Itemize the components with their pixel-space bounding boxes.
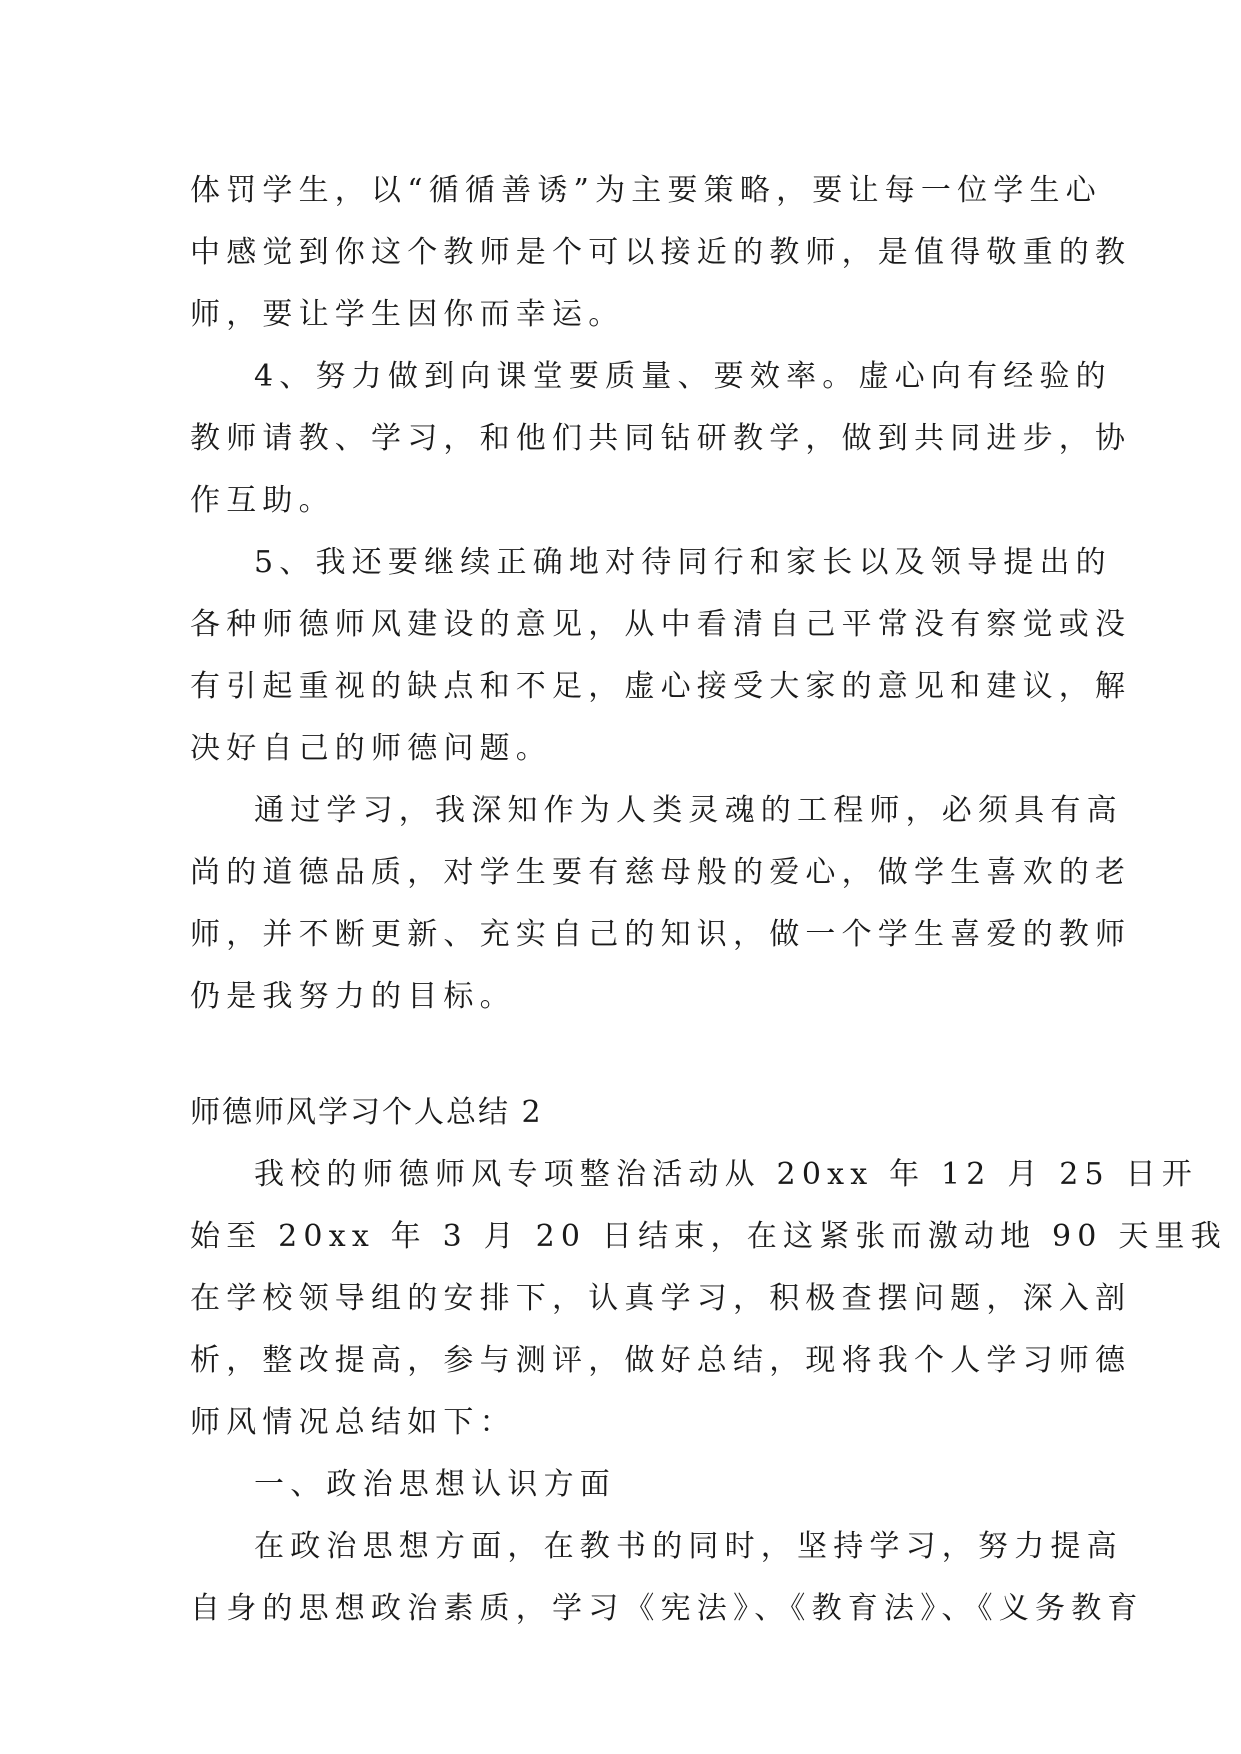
- text-line: 决好自己的师德问题。: [190, 731, 552, 766]
- text-line: 尚的道德品质，对学生要有慈母般的爱心，做学生喜欢的老: [190, 855, 1132, 890]
- document-page: [190, 160, 1227, 1640]
- paragraph-continuation: [190, 160, 1132, 346]
- paragraph-intro: [190, 1144, 1227, 1454]
- text-line: 自身的思想政治素质，学习《宪法》、《教育法》、《义务教育: [190, 1591, 1144, 1626]
- section-title: 师德师风学习个人总结 2: [190, 1095, 543, 1130]
- paragraph-conclusion: [190, 780, 1132, 1028]
- text-line: 师风情况总结如下：: [190, 1405, 516, 1440]
- text-line: 体罚学生，以“循循善诱”为主要策略，要让每一位学生心: [190, 173, 1102, 208]
- text-line: 中感觉到你这个教师是个可以接近的教师，是值得敬重的教: [190, 235, 1132, 270]
- text-line: 各种师德师风建设的意见，从中看清自己平常没有察觉或没: [190, 607, 1132, 642]
- paragraph-item-4: [190, 346, 1132, 532]
- text-line: 在政治思想方面，在教书的同时，坚持学习，努力提高: [254, 1529, 1123, 1564]
- subheading-political: [190, 1454, 1050, 1516]
- text-line: 教师请教、学习，和他们共同钻研教学，做到共同进步，协: [190, 421, 1132, 456]
- text-line: 作互助。: [190, 483, 335, 518]
- text-line: 4、努力做到向课堂要质量、要效率。虚心向有经验的: [254, 359, 1112, 394]
- text-line: 仍是我努力的目标。: [190, 979, 516, 1014]
- paragraph-political: [190, 1516, 1144, 1640]
- text-line: 师，并不断更新、充实自己的知识，做一个学生喜爱的教师: [190, 917, 1132, 952]
- text-line: 在学校领导组的安排下，认真学习，积极查摆问题，深入剖: [190, 1281, 1132, 1316]
- section-gap: [190, 1028, 1050, 1082]
- text-line: 始至 20xx 年 3 月 20 日结束，在这紧张而激动地 90 天里我: [190, 1219, 1227, 1254]
- text-line: 有引起重视的缺点和不足，虚心接受大家的意见和建议，解: [190, 669, 1132, 704]
- text-line: 5、我还要继续正确地对待同行和家长以及领导提出的: [254, 545, 1112, 580]
- text-line: 通过学习，我深知作为人类灵魂的工程师，必须具有高: [254, 793, 1123, 828]
- paragraph-item-5: [190, 532, 1132, 780]
- text-line: 析，整改提高，参与测评，做好总结，现将我个人学习师德: [190, 1343, 1132, 1378]
- text-line: 师，要让学生因你而幸运。: [190, 297, 625, 332]
- text-line: 我校的师德师风专项整治活动从 20xx 年 12 月 25 日开: [254, 1157, 1198, 1192]
- text-line: 一、政治思想认识方面: [254, 1467, 616, 1502]
